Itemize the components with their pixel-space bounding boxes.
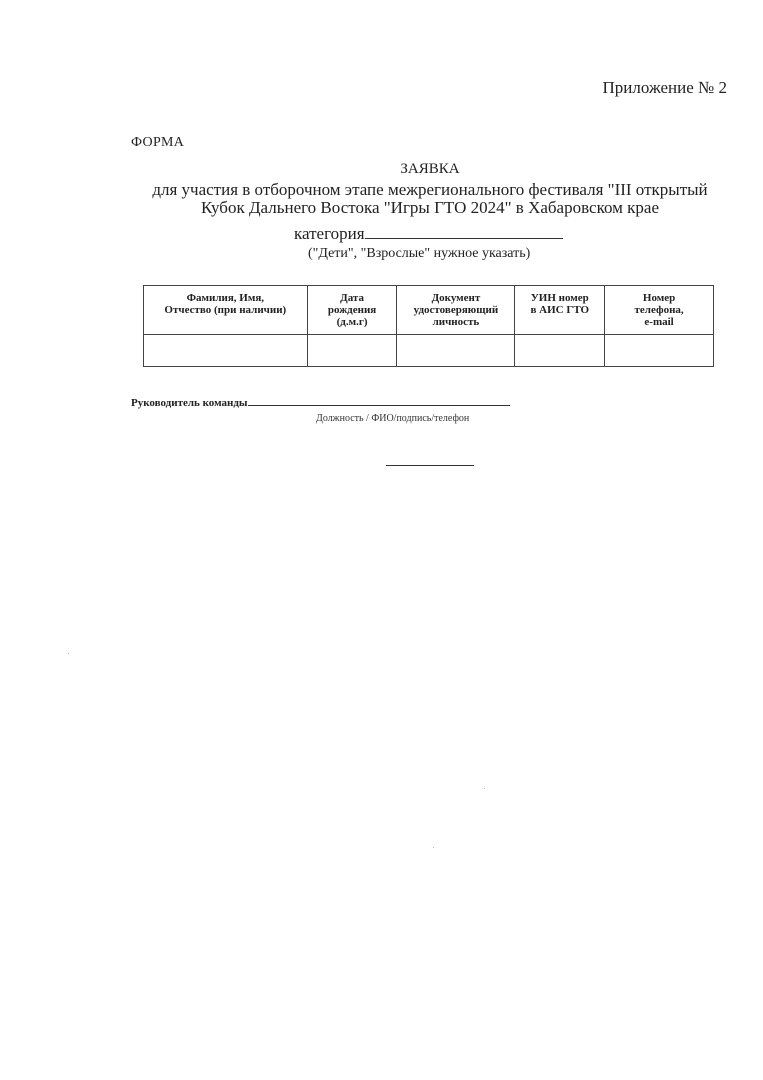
category-blank-line <box>365 224 563 239</box>
category-field <box>294 224 563 244</box>
team-leader-field <box>131 395 510 409</box>
category-label: категория <box>294 224 365 243</box>
registration-table <box>143 285 714 367</box>
header-uin-number: УИН номер в АИС ГТО <box>515 286 605 335</box>
form-label: ФОРМА <box>131 135 185 150</box>
category-note: ("Дети", "Взрослые" нужное указать) <box>308 246 531 261</box>
header-birth-date: Дата рождения (д.м.г) <box>307 286 397 335</box>
document-subtitle <box>130 181 730 217</box>
team-leader-note: Должность / ФИО/подпись/телефон <box>316 413 470 424</box>
cell-id-document <box>397 335 515 367</box>
cell-full-name <box>144 335 308 367</box>
document-title: ЗАЯВКА <box>400 161 460 177</box>
cell-uin-number <box>515 335 605 367</box>
appendix-label: Приложение № 2 <box>602 78 727 97</box>
team-leader-blank-line <box>248 395 510 406</box>
scan-speck <box>433 847 434 848</box>
team-leader-label: Руководитель команды <box>131 397 248 409</box>
closing-divider <box>386 465 474 466</box>
header-id-document: Документ удостоверяющий личность <box>397 286 515 335</box>
cell-birth-date <box>307 335 397 367</box>
subtitle-line-2: Кубок Дальнего Востока "Игры ГТО 2024" в Хабаровском крае <box>200 198 660 217</box>
scan-speck <box>68 653 69 654</box>
cell-phone-email <box>605 335 714 367</box>
table-header-row <box>144 286 714 335</box>
scan-speck <box>484 788 485 789</box>
header-phone-email: Номер телефона, e-mail <box>605 286 714 335</box>
table-row <box>144 335 714 367</box>
subtitle-line-1: для участия в отборочном этапе межрегионального фестиваля "III открытый <box>152 180 708 199</box>
header-full-name: Фамилия, Имя, Отчество (при наличии) <box>144 286 308 335</box>
